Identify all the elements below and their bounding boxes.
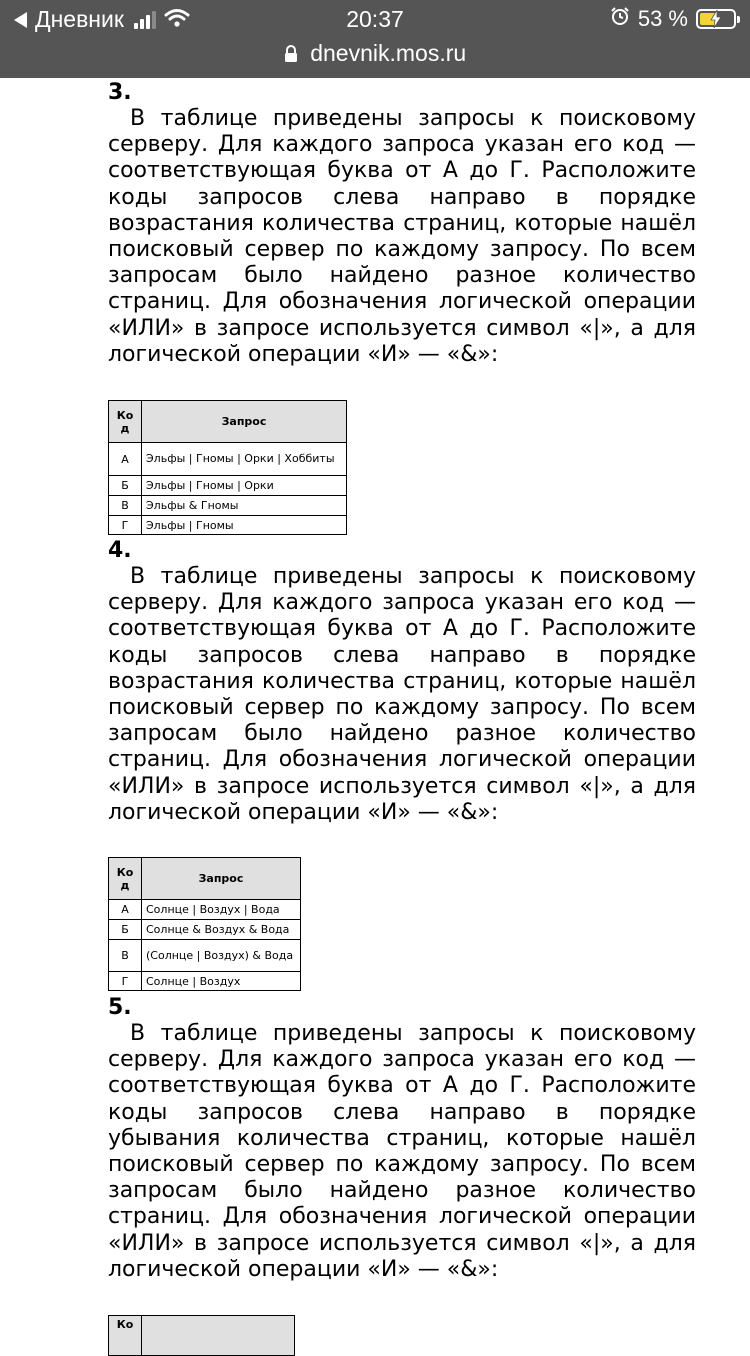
row-code: А (109, 443, 142, 476)
alarm-icon (610, 6, 630, 32)
row-query: Солнце | Воздух (142, 972, 301, 991)
battery-icon (696, 9, 736, 29)
status-right (610, 6, 736, 32)
table-row (109, 940, 301, 972)
browser-top-bar (0, 0, 750, 78)
row-code: Г (109, 972, 142, 991)
table-row (109, 900, 301, 920)
table-header-query: Запрос (142, 858, 301, 900)
table-header-code: Ко д (109, 858, 142, 900)
row-query: Эльфы | Гномы | Орки (142, 476, 347, 496)
lock-icon (284, 42, 298, 69)
row-query: (Солнце | Воздух) & Вода (142, 940, 301, 972)
table-row (109, 972, 301, 991)
row-query: Эльфы | Гномы | Орки | Хоббиты (142, 443, 347, 476)
row-code: Г (109, 516, 142, 535)
battery-percent: 53 % (637, 6, 688, 31)
clock: 20:37 (346, 6, 404, 32)
battery-cap (737, 16, 740, 23)
query-table-5 (108, 1315, 295, 1356)
problem-4 (108, 538, 696, 826)
table-row (109, 920, 301, 940)
problem-number: 5. (108, 995, 132, 1020)
query-table-3 (108, 400, 347, 535)
divider (108, 77, 348, 78)
table-header-query: Запрос (142, 401, 347, 443)
row-code: Б (109, 476, 142, 496)
status-bar (0, 0, 750, 40)
problem-text: В таблице приведены запросы к поисковому серверу. Для каждого запроса указан его код — соответствующая буква от А до Г. Расположите коды запросов слева направо в порядке убывания количества страниц, которые нашёл поисковый сервер по каждому запросу. По всем запросам было найдено разное количество страниц. Для обозначения логической операции «ИЛИ» в запросе используется символ «|», а для логической операции «И» — «&»: (108, 1021, 696, 1282)
row-code: В (109, 496, 142, 516)
url-bar[interactable] (0, 40, 750, 70)
table-header-code: Ко д (109, 401, 142, 443)
problem-5 (108, 995, 696, 1283)
row-code: А (109, 900, 142, 920)
row-query: Солнце & Воздух & Вода (142, 920, 301, 940)
table-row (109, 476, 347, 496)
row-query: Эльфы | Гномы (142, 516, 347, 535)
row-code: В (109, 940, 142, 972)
problem-3 (108, 80, 696, 368)
table-row (109, 496, 347, 516)
table-row (109, 516, 347, 535)
query-table-4 (108, 857, 301, 991)
row-query: Эльфы & Гномы (142, 496, 347, 516)
table-header-code: Ко (109, 1316, 142, 1356)
table-row (109, 443, 347, 476)
problem-number: 4. (108, 538, 132, 563)
problem-text: В таблице приведены запросы к поисковому серверу. Для каждого запроса указан его код — соответствующая буква от А до Г. Расположите коды запросов слева направо в порядке возрастания количества страниц, которые нашёл поисковый сервер по каждому запросу. По всем запросам было найдено разное количество страниц. Для обозначения логической операции «ИЛИ» в запросе используется символ «|», а для логической операции «И» — «&»: (108, 106, 696, 367)
back-app-label: Дневник (35, 6, 124, 32)
row-query: Солнце | Воздух | Вода (142, 900, 301, 920)
table-header-query (142, 1316, 295, 1356)
problem-number: 3. (108, 80, 132, 105)
row-code: Б (109, 920, 142, 940)
url-text: dnevnik.mos.ru (310, 40, 467, 66)
problem-text: В таблице приведены запросы к поисковому серверу. Для каждого запроса указан его код — соответствующая буква от А до Г. Расположите коды запросов слева направо в порядке возрастания количества страниц, которые нашёл поисковый сервер по каждому запросу. По всем запросам было найдено разное количество страниц. Для обозначения логической операции «ИЛИ» в запросе используется символ «|», а для логической операции «И» — «&»: (108, 564, 696, 825)
charging-bolt-icon (710, 10, 722, 28)
